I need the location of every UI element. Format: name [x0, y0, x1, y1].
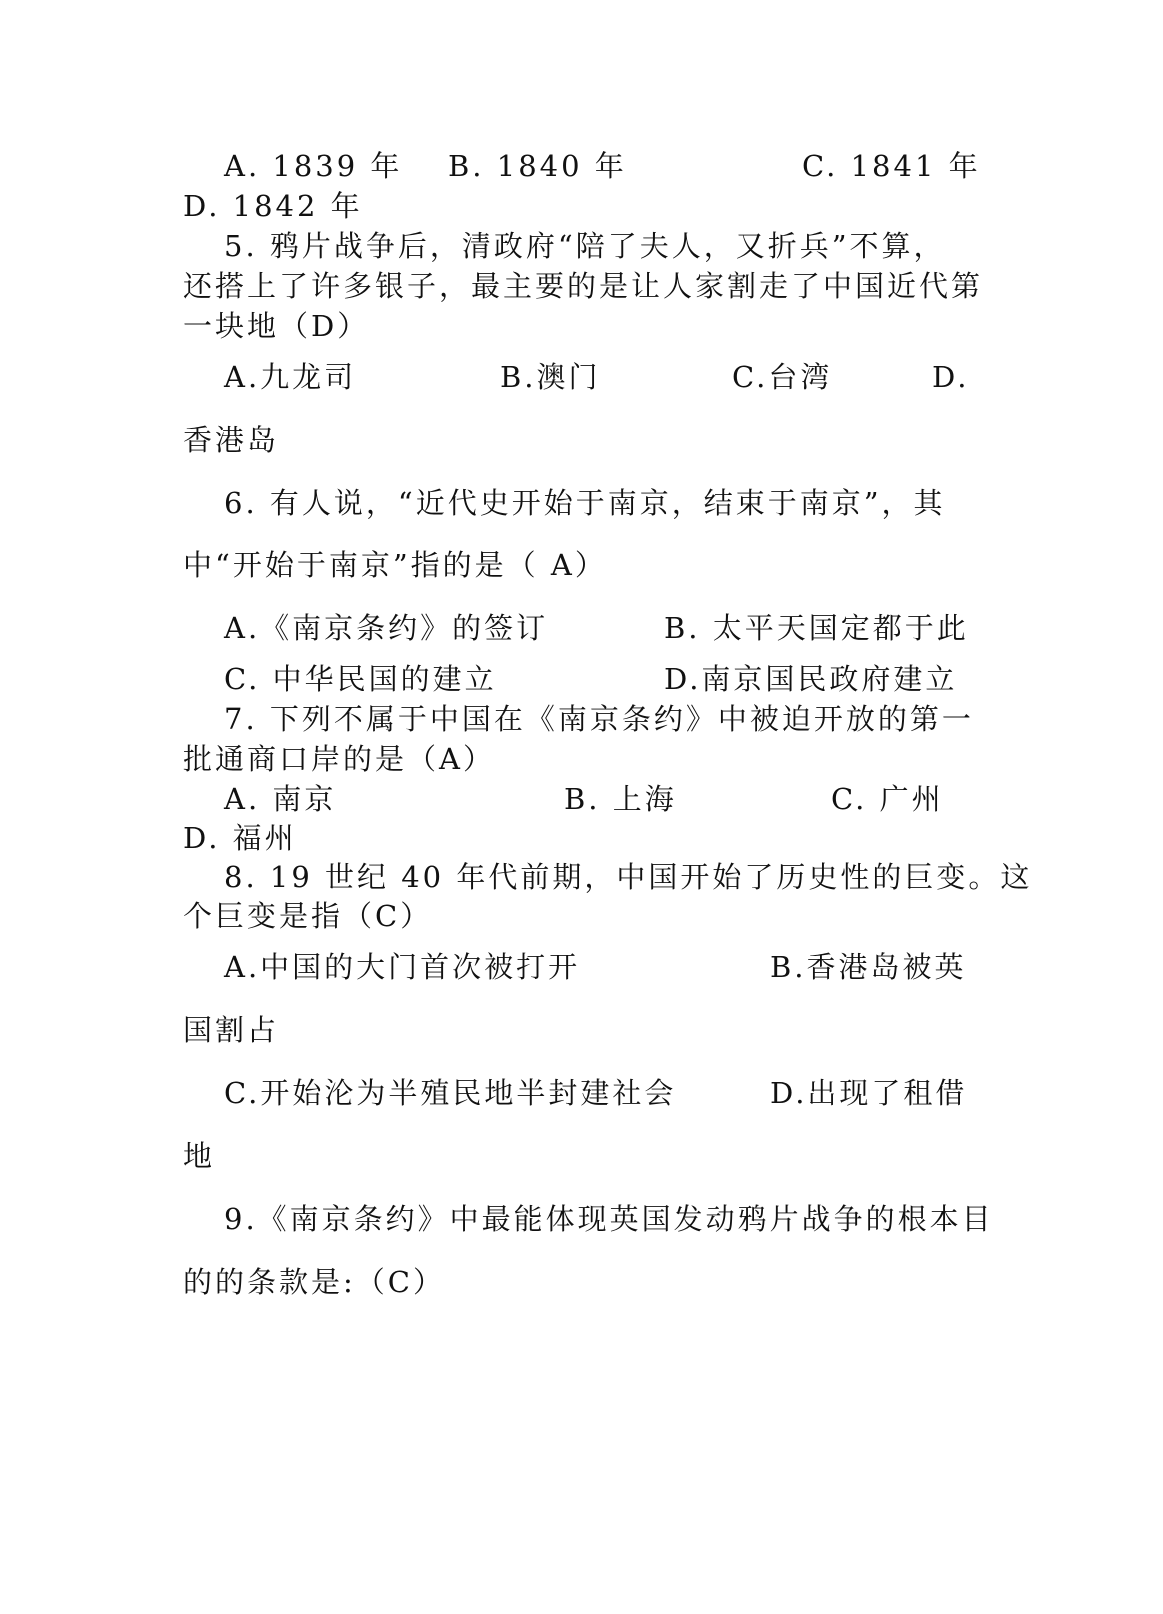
q9-stem-line-2 [0, 1259, 1163, 1305]
q8-option-d: D.出现了租借 [770, 1076, 968, 1110]
q4-option-a: A. 1839 年 [224, 149, 403, 183]
q5-stem-text-3: 一块地（D） [183, 309, 370, 343]
q7-stem-text-2: 批通商口岸的是（A） [183, 742, 495, 776]
q9-stem-text-1: 9.《南京条约》中最能体现英国发动鸦片战争的根本目 [224, 1202, 994, 1236]
q7-option-a: A. 南京 [224, 782, 337, 816]
q5-option-b: B.澳门 [500, 360, 601, 394]
q5-options-row-2 [0, 417, 1163, 463]
q6-stem-text-2: 中“开始于南京”指的是（ A） [183, 548, 607, 582]
q8-option-c: C.开始沦为半殖民地半封建社会 [224, 1076, 677, 1110]
q5-option-c: C.台湾 [732, 360, 833, 394]
q6-option-d: D.南京国民政府建立 [664, 662, 958, 696]
q4-option-b: B. 1840 年 [448, 149, 627, 183]
q8-option-b: B.香港岛被英 [770, 950, 967, 984]
q6-stem-line-1 [0, 480, 1163, 526]
q6-option-a: A.《南京条约》的签订 [224, 611, 549, 645]
q6-option-b: B. 太平天国定都于此 [664, 611, 969, 645]
q8-options-row-2 [0, 1007, 1163, 1053]
q5-stem-text-1: 5. 鸦片战争后，清政府“陪了夫人，又折兵”不算， [224, 229, 946, 263]
q8-options-row-4 [0, 1133, 1163, 1179]
q8-option-a: A.中国的大门首次被打开 [224, 950, 581, 984]
q7-option-b: B. 上海 [564, 782, 677, 816]
q8-stem-text-1: 8. 19 世纪 40 年代前期，中国开始了历史性的巨变。这 [224, 860, 1033, 894]
q8-options-row-3 [0, 1070, 1163, 1116]
q5-option-d-label: D. [932, 360, 970, 394]
q8-stem-text-2: 个巨变是指（C） [183, 899, 433, 933]
q5-stem-text-2: 还搭上了许多银子，最主要的是让人家割走了中国近代第 [183, 269, 984, 303]
q6-options-row [0, 605, 1163, 651]
q6-stem-line-2 [0, 542, 1163, 588]
q8-option-b-cont: 国割占 [183, 1013, 280, 1047]
q6-option-c: C. 中华民国的建立 [224, 662, 497, 696]
q8-options-row [0, 944, 1163, 990]
q8-stem-line-2 [0, 893, 1163, 939]
q4-option-d: D. 1842 年 [183, 189, 363, 223]
q4-option-c: C. 1841 年 [802, 149, 981, 183]
q5-option-d-text: 香港岛 [183, 423, 280, 457]
q8-option-d-cont: 地 [183, 1139, 216, 1173]
q7-option-d: D. 福州 [183, 821, 297, 855]
q6-stem-text-1: 6. 有人说，“近代史开始于南京，结束于南京”，其 [224, 486, 946, 520]
q9-stem-line-1 [0, 1196, 1163, 1242]
q7-option-c: C. 广州 [831, 782, 944, 816]
q5-stem-line-3 [0, 303, 1163, 349]
q5-option-a: A.九龙司 [224, 360, 357, 394]
q5-options-row [0, 354, 1163, 400]
q7-stem-text-1: 7. 下列不属于中国在《南京条约》中被迫开放的第一 [224, 702, 974, 736]
q9-stem-text-2: 的的条款是:（C） [183, 1265, 445, 1299]
